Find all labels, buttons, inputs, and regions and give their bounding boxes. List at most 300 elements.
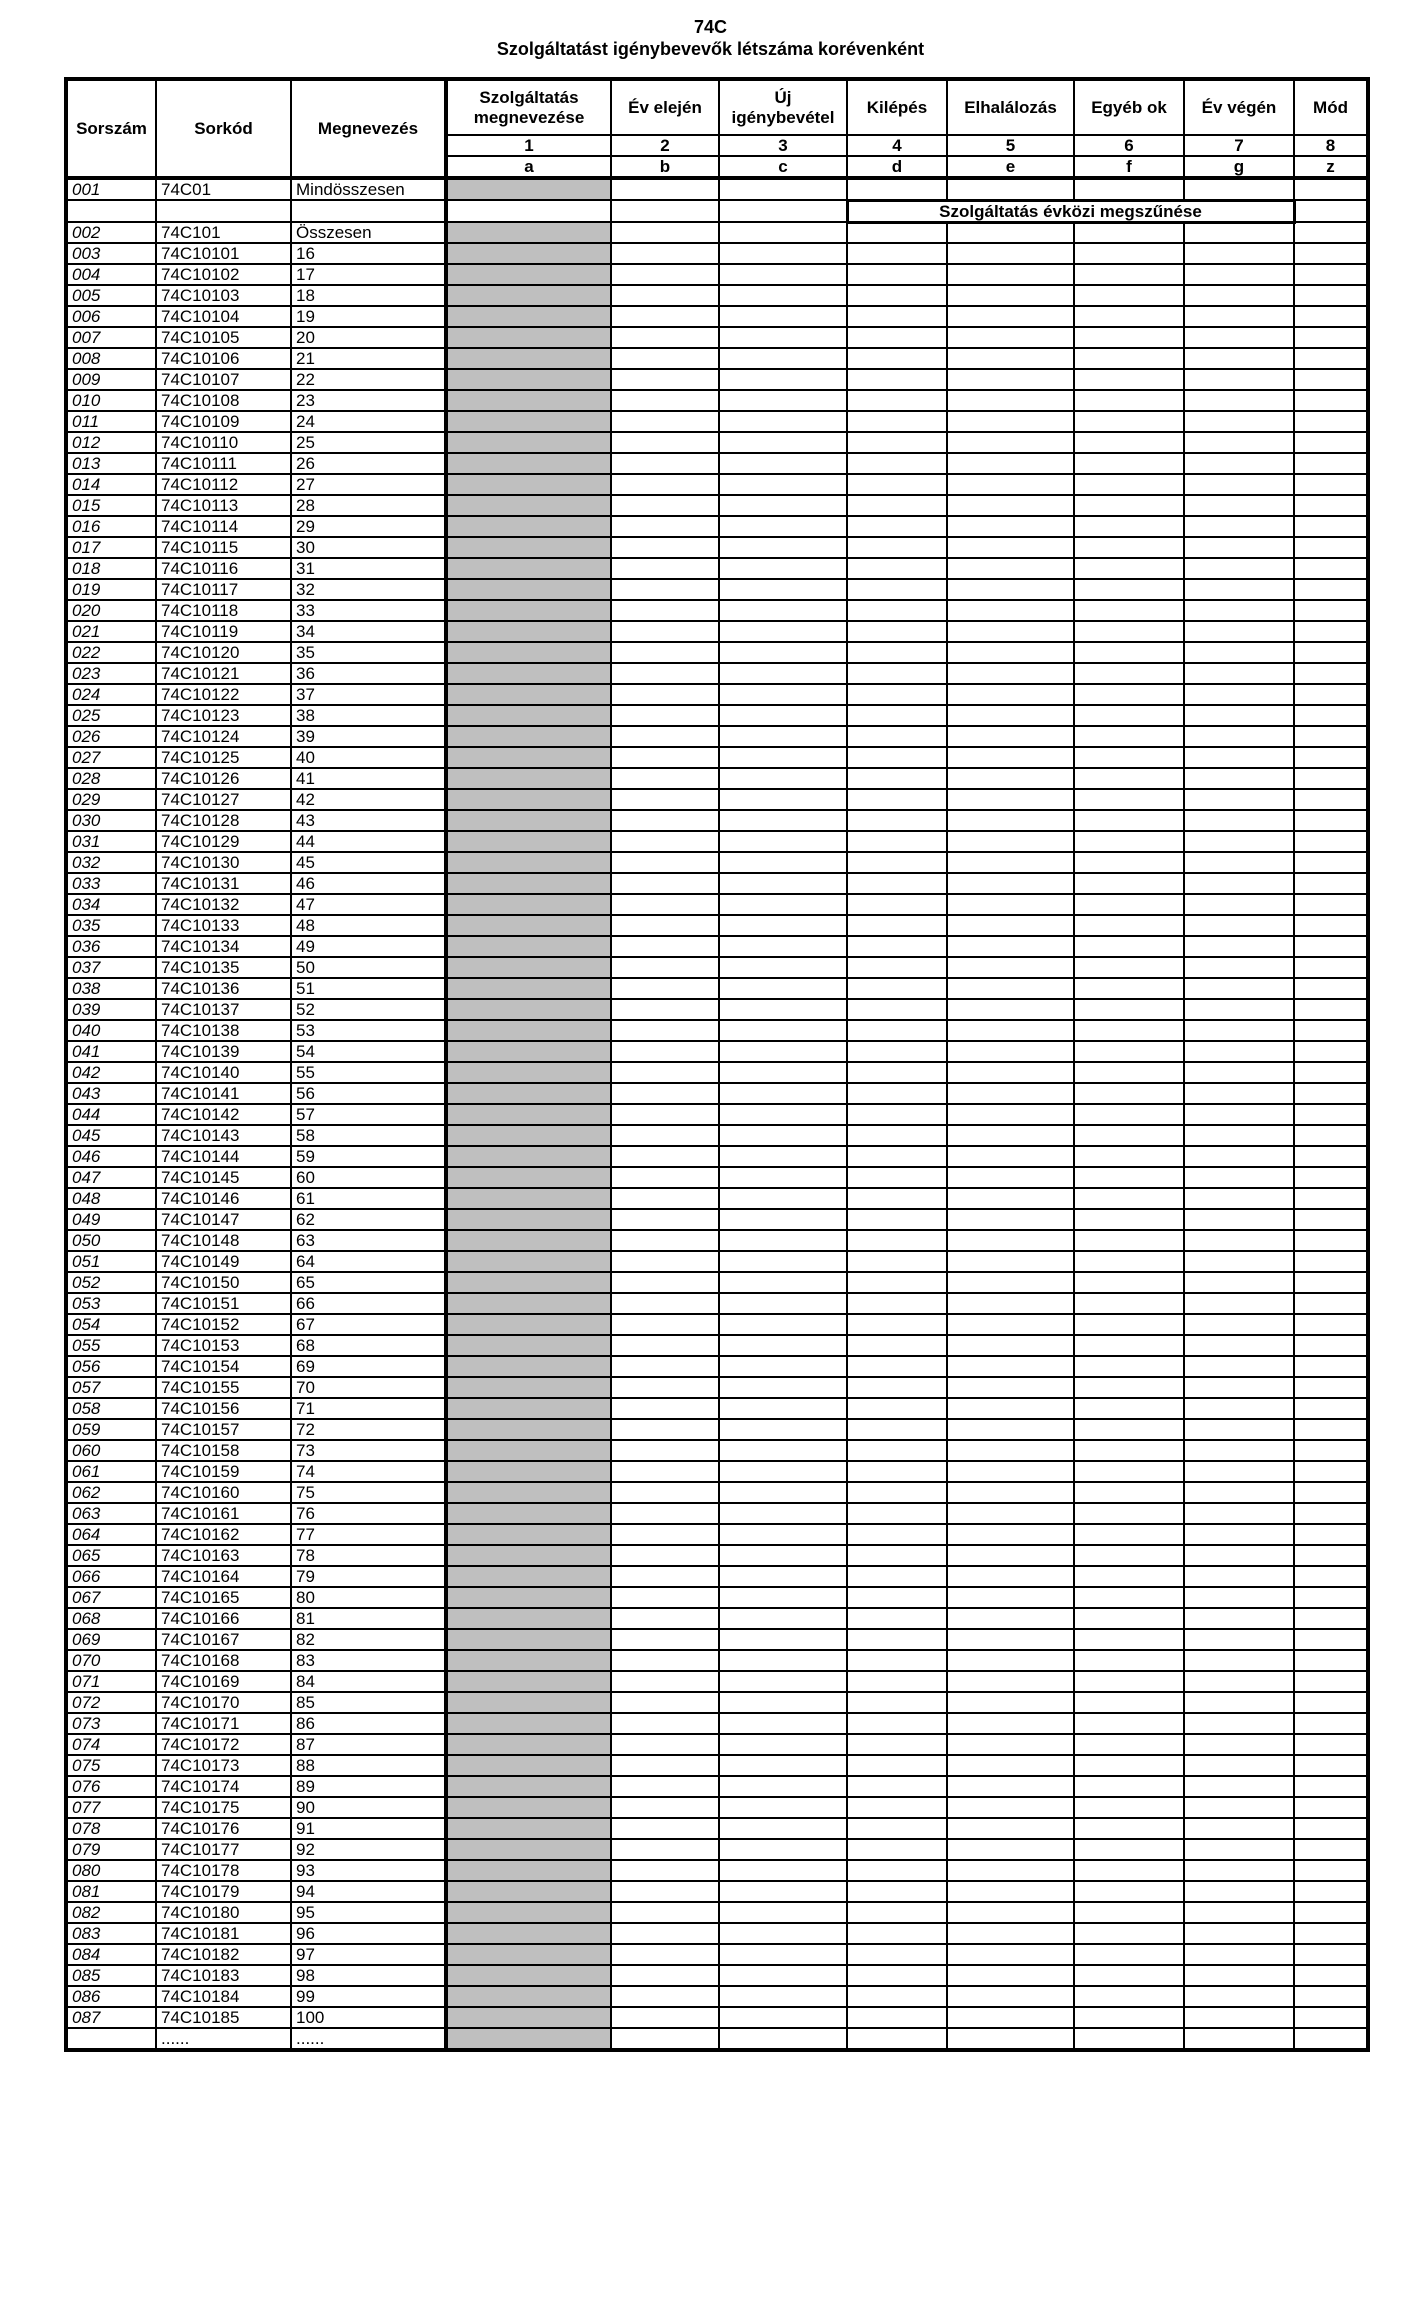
input-cell[interactable] (719, 558, 847, 579)
input-cell[interactable] (611, 178, 719, 200)
input-cell[interactable] (1074, 663, 1184, 684)
input-cell[interactable] (719, 915, 847, 936)
input-cell[interactable] (947, 327, 1074, 348)
input-cell[interactable] (847, 1314, 947, 1335)
input-cell[interactable] (947, 390, 1074, 411)
input-cell[interactable] (847, 873, 947, 894)
input-cell[interactable] (1294, 1650, 1368, 1671)
input-cell[interactable] (1074, 306, 1184, 327)
input-cell[interactable] (1184, 1335, 1294, 1356)
input-cell[interactable] (1074, 768, 1184, 789)
input-cell[interactable] (1074, 264, 1184, 285)
input-cell[interactable] (611, 1965, 719, 1986)
input-cell[interactable] (947, 516, 1074, 537)
input-cell[interactable] (1074, 474, 1184, 495)
input-cell[interactable] (847, 558, 947, 579)
input-cell[interactable] (719, 1965, 847, 1986)
input-cell[interactable] (1074, 1482, 1184, 1503)
input-cell[interactable] (719, 1020, 847, 1041)
input-cell[interactable] (611, 1524, 719, 1545)
input-cell[interactable] (1184, 348, 1294, 369)
input-cell[interactable] (1074, 285, 1184, 306)
input-cell[interactable] (1294, 516, 1368, 537)
input-cell[interactable] (719, 348, 847, 369)
input-cell[interactable] (847, 1209, 947, 1230)
input-cell[interactable] (1294, 1545, 1368, 1566)
input-cell[interactable] (611, 390, 719, 411)
input-cell[interactable] (847, 178, 947, 200)
input-cell[interactable] (719, 1398, 847, 1419)
input-cell[interactable] (611, 1125, 719, 1146)
input-cell[interactable] (847, 1734, 947, 1755)
input-cell[interactable] (719, 178, 847, 200)
input-cell[interactable] (611, 957, 719, 978)
input-cell[interactable] (1074, 1377, 1184, 1398)
input-cell[interactable] (611, 1587, 719, 1608)
input-cell[interactable] (1074, 327, 1184, 348)
input-cell[interactable] (947, 789, 1074, 810)
input-cell[interactable] (847, 663, 947, 684)
input-cell[interactable] (1184, 1230, 1294, 1251)
input-cell[interactable] (1184, 1776, 1294, 1797)
input-cell[interactable] (1074, 747, 1184, 768)
input-cell[interactable] (611, 327, 719, 348)
input-cell[interactable] (1074, 705, 1184, 726)
input-cell[interactable] (611, 1692, 719, 1713)
input-cell[interactable] (947, 1314, 1074, 1335)
input-cell[interactable] (1184, 621, 1294, 642)
input-cell[interactable] (847, 1629, 947, 1650)
input-cell[interactable] (611, 1167, 719, 1188)
input-cell[interactable] (947, 1167, 1074, 1188)
input-cell[interactable] (1074, 1965, 1184, 1986)
input-cell[interactable] (1074, 726, 1184, 747)
input-cell[interactable] (1184, 1650, 1294, 1671)
input-cell[interactable] (1184, 1482, 1294, 1503)
input-cell[interactable] (1074, 1230, 1184, 1251)
input-cell[interactable] (719, 789, 847, 810)
input-cell[interactable] (1074, 1944, 1184, 1965)
input-cell[interactable] (847, 999, 947, 1020)
input-cell[interactable] (611, 1566, 719, 1587)
input-cell[interactable] (947, 1230, 1074, 1251)
input-cell[interactable] (1294, 348, 1368, 369)
input-cell[interactable] (1294, 474, 1368, 495)
input-cell[interactable] (611, 894, 719, 915)
input-cell[interactable] (611, 1482, 719, 1503)
input-cell[interactable] (719, 831, 847, 852)
input-cell[interactable] (847, 327, 947, 348)
input-cell[interactable] (1074, 978, 1184, 999)
input-cell[interactable] (719, 1188, 847, 1209)
input-cell[interactable] (1184, 1041, 1294, 1062)
input-cell[interactable] (1184, 1503, 1294, 1524)
input-cell[interactable] (719, 474, 847, 495)
input-cell[interactable] (1294, 327, 1368, 348)
input-cell[interactable] (1294, 726, 1368, 747)
input-cell[interactable] (1074, 1083, 1184, 1104)
input-cell[interactable] (847, 747, 947, 768)
input-cell[interactable] (1074, 1713, 1184, 1734)
input-cell[interactable] (1294, 1608, 1368, 1629)
input-cell[interactable] (1294, 1167, 1368, 1188)
input-cell[interactable] (847, 1020, 947, 1041)
input-cell[interactable] (947, 579, 1074, 600)
input-cell[interactable] (611, 1629, 719, 1650)
input-cell[interactable] (847, 1545, 947, 1566)
input-cell[interactable] (719, 1503, 847, 1524)
input-cell[interactable] (1184, 642, 1294, 663)
input-cell[interactable] (1184, 1314, 1294, 1335)
input-cell[interactable] (1294, 1041, 1368, 1062)
input-cell[interactable] (1294, 978, 1368, 999)
input-cell[interactable] (1184, 1083, 1294, 1104)
input-cell[interactable] (1074, 789, 1184, 810)
input-cell[interactable] (847, 936, 947, 957)
input-cell[interactable] (611, 831, 719, 852)
input-cell[interactable] (611, 1608, 719, 1629)
input-cell[interactable] (611, 642, 719, 663)
input-cell[interactable] (611, 600, 719, 621)
input-cell[interactable] (611, 1230, 719, 1251)
input-cell[interactable] (947, 642, 1074, 663)
input-cell[interactable] (611, 1713, 719, 1734)
input-cell[interactable] (1074, 1062, 1184, 1083)
input-cell[interactable] (947, 537, 1074, 558)
input-cell[interactable] (1074, 1839, 1184, 1860)
input-cell[interactable] (1074, 1818, 1184, 1839)
input-cell[interactable] (611, 1083, 719, 1104)
input-cell[interactable] (1074, 1335, 1184, 1356)
input-cell[interactable] (1294, 1104, 1368, 1125)
input-cell[interactable] (719, 642, 847, 663)
input-cell[interactable] (1074, 369, 1184, 390)
input-cell[interactable] (719, 684, 847, 705)
input-cell[interactable] (611, 684, 719, 705)
input-cell[interactable] (947, 1860, 1074, 1881)
input-cell[interactable] (847, 222, 947, 243)
input-cell[interactable] (611, 558, 719, 579)
input-cell[interactable] (1184, 1797, 1294, 1818)
input-cell[interactable] (611, 1671, 719, 1692)
input-cell[interactable] (1184, 1167, 1294, 1188)
input-cell[interactable] (947, 411, 1074, 432)
input-cell[interactable] (611, 1944, 719, 1965)
input-cell[interactable] (611, 852, 719, 873)
input-cell[interactable] (719, 1818, 847, 1839)
input-cell[interactable] (947, 474, 1074, 495)
input-cell[interactable] (947, 264, 1074, 285)
input-cell[interactable] (1294, 747, 1368, 768)
input-cell[interactable] (1074, 1188, 1184, 1209)
input-cell[interactable] (1184, 243, 1294, 264)
input-cell[interactable] (1184, 264, 1294, 285)
input-cell[interactable] (1184, 1104, 1294, 1125)
input-cell[interactable] (1184, 831, 1294, 852)
input-cell[interactable] (1184, 684, 1294, 705)
input-cell[interactable] (1294, 285, 1368, 306)
input-cell[interactable] (847, 1167, 947, 1188)
input-cell[interactable] (1074, 957, 1184, 978)
input-cell[interactable] (947, 1083, 1074, 1104)
input-cell[interactable] (611, 1419, 719, 1440)
input-cell[interactable] (947, 747, 1074, 768)
input-cell[interactable] (947, 810, 1074, 831)
input-cell[interactable] (1074, 1734, 1184, 1755)
input-cell[interactable] (611, 1881, 719, 1902)
input-cell[interactable] (719, 306, 847, 327)
input-cell[interactable] (719, 579, 847, 600)
input-cell[interactable] (611, 810, 719, 831)
input-cell[interactable] (719, 705, 847, 726)
input-cell[interactable] (1074, 1146, 1184, 1167)
input-cell[interactable] (847, 894, 947, 915)
input-cell[interactable] (947, 936, 1074, 957)
input-cell[interactable] (719, 537, 847, 558)
input-cell[interactable] (1294, 789, 1368, 810)
input-cell[interactable] (1294, 453, 1368, 474)
input-cell[interactable] (611, 432, 719, 453)
input-cell[interactable] (1184, 873, 1294, 894)
input-cell[interactable] (1294, 306, 1368, 327)
input-cell[interactable] (947, 1503, 1074, 1524)
input-cell[interactable] (1074, 348, 1184, 369)
input-cell[interactable] (1294, 1272, 1368, 1293)
input-cell[interactable] (1294, 1188, 1368, 1209)
input-cell[interactable] (847, 1503, 947, 1524)
input-cell[interactable] (1294, 999, 1368, 1020)
input-cell[interactable] (1074, 1167, 1184, 1188)
input-cell[interactable] (719, 2007, 847, 2028)
input-cell[interactable] (719, 285, 847, 306)
input-cell[interactable] (1294, 537, 1368, 558)
input-cell[interactable] (1294, 558, 1368, 579)
input-cell[interactable] (1294, 1503, 1368, 1524)
input-cell[interactable] (611, 1797, 719, 1818)
input-cell[interactable] (1294, 1713, 1368, 1734)
input-cell[interactable] (1294, 810, 1368, 831)
input-cell[interactable] (1294, 1482, 1368, 1503)
input-cell[interactable] (611, 474, 719, 495)
input-cell[interactable] (847, 1902, 947, 1923)
input-cell[interactable] (1184, 558, 1294, 579)
input-cell[interactable] (1074, 810, 1184, 831)
input-cell[interactable] (611, 306, 719, 327)
input-cell[interactable] (847, 1608, 947, 1629)
input-cell[interactable] (847, 642, 947, 663)
input-cell[interactable] (1294, 831, 1368, 852)
input-cell[interactable] (947, 1713, 1074, 1734)
input-cell[interactable] (1074, 1503, 1184, 1524)
input-cell[interactable] (719, 894, 847, 915)
input-cell[interactable] (947, 1545, 1074, 1566)
input-cell[interactable] (1184, 1818, 1294, 1839)
input-cell[interactable] (1184, 432, 1294, 453)
input-cell[interactable] (719, 1083, 847, 1104)
input-cell[interactable] (847, 684, 947, 705)
input-cell[interactable] (1184, 495, 1294, 516)
input-cell[interactable] (947, 1566, 1074, 1587)
input-cell[interactable] (1184, 936, 1294, 957)
input-cell[interactable] (719, 747, 847, 768)
input-cell[interactable] (1294, 1671, 1368, 1692)
input-cell[interactable] (1294, 222, 1368, 243)
input-cell[interactable] (611, 1146, 719, 1167)
input-cell[interactable] (947, 1818, 1074, 1839)
input-cell[interactable] (947, 1272, 1074, 1293)
input-cell[interactable] (611, 264, 719, 285)
input-cell[interactable] (1184, 1965, 1294, 1986)
input-cell[interactable] (1184, 327, 1294, 348)
input-cell[interactable] (1294, 1209, 1368, 1230)
input-cell[interactable] (847, 1965, 947, 1986)
input-cell[interactable] (947, 1335, 1074, 1356)
input-cell[interactable] (1294, 1461, 1368, 1482)
input-cell[interactable] (1294, 2007, 1368, 2028)
input-cell[interactable] (847, 1692, 947, 1713)
input-cell[interactable] (947, 1398, 1074, 1419)
input-cell[interactable] (947, 1062, 1074, 1083)
input-cell[interactable] (947, 558, 1074, 579)
input-cell[interactable] (1294, 579, 1368, 600)
input-cell[interactable] (1184, 2007, 1294, 2028)
input-cell[interactable] (1184, 1986, 1294, 2007)
input-cell[interactable] (1184, 705, 1294, 726)
input-cell[interactable] (1074, 537, 1184, 558)
input-cell[interactable] (1184, 474, 1294, 495)
input-cell[interactable] (1184, 1923, 1294, 1944)
input-cell[interactable] (1074, 1293, 1184, 1314)
input-cell[interactable] (847, 390, 947, 411)
input-cell[interactable] (611, 411, 719, 432)
input-cell[interactable] (1294, 1902, 1368, 1923)
input-cell[interactable] (947, 369, 1074, 390)
input-cell[interactable] (1074, 1608, 1184, 1629)
input-cell[interactable] (1294, 1440, 1368, 1461)
input-cell[interactable] (1294, 1797, 1368, 1818)
input-cell[interactable] (611, 1440, 719, 1461)
input-cell[interactable] (611, 1377, 719, 1398)
input-cell[interactable] (1074, 1671, 1184, 1692)
input-cell[interactable] (1074, 1041, 1184, 1062)
input-cell[interactable] (1074, 1104, 1184, 1125)
input-cell[interactable] (611, 1272, 719, 1293)
input-cell[interactable] (611, 1293, 719, 1314)
input-cell[interactable] (947, 684, 1074, 705)
input-cell[interactable] (611, 1209, 719, 1230)
input-cell[interactable] (1294, 264, 1368, 285)
input-cell[interactable] (1294, 1146, 1368, 1167)
input-cell[interactable] (719, 369, 847, 390)
input-cell[interactable] (947, 1797, 1074, 1818)
input-cell[interactable] (611, 936, 719, 957)
input-cell[interactable] (1184, 726, 1294, 747)
input-cell[interactable] (847, 2028, 947, 2050)
input-cell[interactable] (947, 1671, 1074, 1692)
input-cell[interactable] (719, 453, 847, 474)
input-cell[interactable] (611, 1755, 719, 1776)
input-cell[interactable] (1184, 285, 1294, 306)
input-cell[interactable] (611, 243, 719, 264)
input-cell[interactable] (847, 1986, 947, 2007)
input-cell[interactable] (1074, 1923, 1184, 1944)
input-cell[interactable] (1294, 495, 1368, 516)
input-cell[interactable] (847, 306, 947, 327)
input-cell[interactable] (1294, 1692, 1368, 1713)
input-cell[interactable] (947, 600, 1074, 621)
input-cell[interactable] (1184, 306, 1294, 327)
input-cell[interactable] (847, 1377, 947, 1398)
input-cell[interactable] (1074, 579, 1184, 600)
input-cell[interactable] (1294, 1986, 1368, 2007)
input-cell[interactable] (1184, 1755, 1294, 1776)
input-cell[interactable] (1294, 1944, 1368, 1965)
input-cell[interactable] (1184, 516, 1294, 537)
input-cell[interactable] (719, 1209, 847, 1230)
input-cell[interactable] (1294, 390, 1368, 411)
input-cell[interactable] (719, 852, 847, 873)
input-cell[interactable] (1294, 178, 1368, 200)
input-cell[interactable] (1074, 873, 1184, 894)
input-cell[interactable] (719, 1356, 847, 1377)
input-cell[interactable] (611, 1986, 719, 2007)
input-cell[interactable] (1074, 2028, 1184, 2050)
input-cell[interactable] (947, 852, 1074, 873)
input-cell[interactable] (1074, 1776, 1184, 1797)
input-cell[interactable] (847, 432, 947, 453)
input-cell[interactable] (719, 1797, 847, 1818)
input-cell[interactable] (847, 1755, 947, 1776)
input-cell[interactable] (1294, 1818, 1368, 1839)
input-cell[interactable] (847, 1587, 947, 1608)
input-cell[interactable] (1294, 1881, 1368, 1902)
input-cell[interactable] (719, 1986, 847, 2007)
input-cell[interactable] (719, 390, 847, 411)
input-cell[interactable] (1074, 243, 1184, 264)
input-cell[interactable] (1074, 453, 1184, 474)
input-cell[interactable] (947, 1125, 1074, 1146)
input-cell[interactable] (719, 1314, 847, 1335)
input-cell[interactable] (1184, 810, 1294, 831)
input-cell[interactable] (947, 873, 1074, 894)
input-cell[interactable] (719, 873, 847, 894)
input-cell[interactable] (1294, 1251, 1368, 1272)
input-cell[interactable] (611, 789, 719, 810)
input-cell[interactable] (1074, 1125, 1184, 1146)
input-cell[interactable] (1184, 1524, 1294, 1545)
input-cell[interactable] (611, 1734, 719, 1755)
input-cell[interactable] (1074, 1986, 1184, 2007)
input-cell[interactable] (1184, 1293, 1294, 1314)
input-cell[interactable] (1074, 1566, 1184, 1587)
input-cell[interactable] (847, 1923, 947, 1944)
input-cell[interactable] (847, 264, 947, 285)
input-cell[interactable] (1074, 642, 1184, 663)
input-cell[interactable] (847, 1860, 947, 1881)
input-cell[interactable] (611, 1860, 719, 1881)
input-cell[interactable] (719, 768, 847, 789)
input-cell[interactable] (1184, 1944, 1294, 1965)
input-cell[interactable] (1074, 600, 1184, 621)
input-cell[interactable] (719, 1125, 847, 1146)
input-cell[interactable] (1184, 894, 1294, 915)
input-cell[interactable] (1074, 516, 1184, 537)
input-cell[interactable] (947, 432, 1074, 453)
input-cell[interactable] (1184, 1713, 1294, 1734)
input-cell[interactable] (847, 1146, 947, 1167)
input-cell[interactable] (947, 1104, 1074, 1125)
input-cell[interactable] (947, 1146, 1074, 1167)
